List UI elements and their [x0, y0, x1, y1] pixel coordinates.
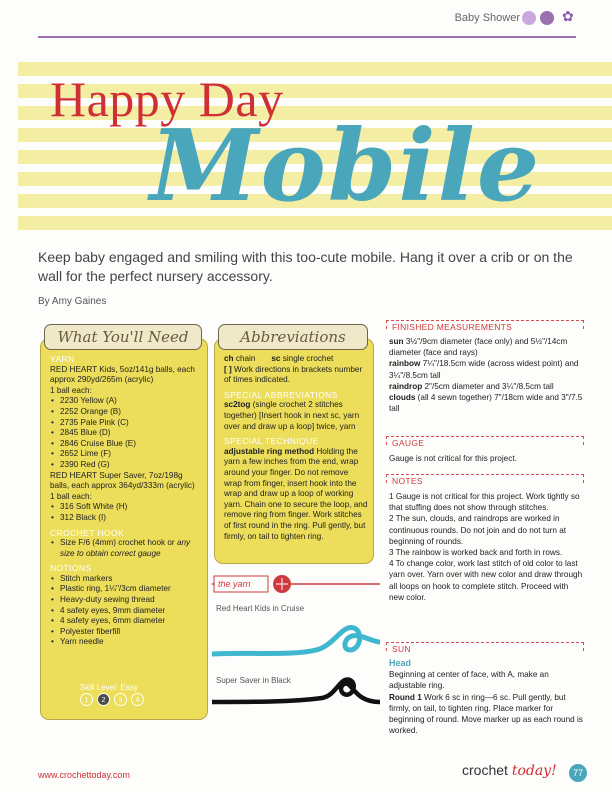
abbrev-term: [ ]	[224, 364, 232, 374]
list-item: • 2845 Blue (D)	[50, 428, 202, 439]
lilac-dot-icon	[522, 11, 536, 25]
round-def: Work 6 sc in ring—6 sc. Pull gently, but firmly, on tail, to tighten ring. Place marker for beginning of round. Move marker up as each round is worked.	[389, 692, 583, 736]
skill-dot: 1	[80, 693, 93, 706]
note-item: 2 The sun, clouds, and raindrops are worked in continuous rounds. Do not join and do not turn at beginning of rounds.	[389, 514, 567, 546]
notions-heading: NOTIONS	[50, 563, 92, 574]
sun-box-frame	[386, 642, 584, 651]
yarn-heading: YARN	[50, 354, 75, 364]
abbrev-content	[224, 354, 368, 542]
list-item: • 4 safety eyes, 6mm diameter	[50, 616, 202, 627]
the-yarn-label: the yarn	[218, 579, 251, 589]
abbrev-def: Work directions in brackets number of times indicated.	[224, 364, 363, 385]
list-item: • 2390 Red (G)	[50, 460, 202, 471]
list-item: • 4 safety eyes, 9mm diameter	[50, 606, 202, 617]
list-item: • 312 Black (I)	[50, 513, 202, 524]
hook-italic: any size to obtain correct gauge	[60, 538, 191, 558]
intro-paragraph: Keep baby engaged and smiling with this too-cute mobile. Hang it over a crib or on the wall for the perfect nursery accessory.	[38, 249, 573, 284]
skill-level-indicator	[80, 693, 144, 706]
footer-logo	[462, 762, 557, 779]
measure-term: clouds	[389, 393, 416, 403]
cruise-yarn-label: Red Heart Kids in Cruise	[216, 604, 305, 613]
sun-subheading: Head	[389, 658, 412, 668]
gauge-heading: GAUGE	[392, 438, 425, 448]
cruise-yarn-strand	[212, 628, 380, 654]
abbrev-row-ch-sc	[224, 354, 368, 365]
note-item: 4 To change color, work last stitch of old color to last yarn over. Yarn over with new color and draw through all loops on hook to complete stitch. Proceed with new color.	[389, 559, 583, 602]
footer-url[interactable]: www.crochettoday.com	[38, 770, 130, 780]
section-label: Baby Shower	[454, 12, 520, 24]
list-item: • 2230 Yellow (A)	[50, 396, 202, 407]
ball-each-2: 1 ball each:	[50, 491, 92, 501]
list-item: • 2846 Cruise Blue (E)	[50, 439, 202, 450]
logo-crochet: crochet	[462, 762, 508, 778]
logo-today: today!	[511, 763, 557, 779]
measure-def: 7¼"/18.5cm wide (across widest point) and 3¼"/8.5cm tall	[389, 359, 579, 380]
round-term: Round 1	[389, 692, 422, 702]
measure-term: sun	[389, 337, 404, 346]
finished-content	[389, 336, 585, 414]
special-abbr-heading: SPECIAL ABBREVIATIONS	[224, 389, 338, 400]
hook-main: Size F/6 (4mm) crochet hook or	[60, 538, 175, 548]
yarn-kids: RED HEART Kids, 5oz/141g balls, each approx 290yd/265m (acrylic)	[50, 364, 195, 385]
sun-content	[389, 658, 585, 736]
list-item: • Yarn needle	[50, 637, 202, 648]
abbrev-tab: Abbreviations	[218, 324, 368, 350]
measure-def: 3½"/9cm diameter (face only) and 5½"/14cm diameter (face and rays)	[389, 337, 568, 358]
measure-def: 2"/5cm diameter and 3¼"/8.5cm tall	[424, 381, 554, 391]
measure-rainbow	[389, 358, 585, 380]
needs-content	[50, 354, 202, 648]
hook-heading: CROCHET HOOK	[50, 527, 125, 538]
list-item: • Heavy-duty sewing thread	[50, 595, 202, 606]
measure-clouds	[389, 392, 585, 414]
measure-raindrop	[389, 381, 585, 392]
black-yarn-label: Super Saver in Black	[216, 676, 291, 685]
yarn-samples-art	[212, 572, 380, 712]
special-tech-heading: SPECIAL TECHNIQUE	[224, 436, 319, 447]
skill-dot: 3	[114, 693, 127, 706]
measure-term: raindrop	[389, 381, 423, 391]
title-line1: Happy Day	[50, 71, 284, 127]
abbrev-def: single crochet	[282, 354, 334, 363]
abbrev-row-bracket	[224, 365, 368, 386]
flower-icon: ✿	[562, 8, 574, 24]
gauge-text: Gauge is not critical for this project.	[389, 454, 517, 463]
list-item: • 2735 Pale Pink (C)	[50, 418, 202, 429]
skill-label: Skill Level: Easy	[79, 683, 139, 692]
yarn-saver: RED HEART Super Saver, 7oz/198g balls, each approx 364yd/333m (acrylic)	[50, 470, 195, 491]
skill-dot-active: 2	[97, 693, 110, 706]
hook-item	[50, 538, 202, 559]
note-item: 1 Gauge is not critical for this project. Work tightly so that stuffing does not show through stitches.	[389, 492, 580, 513]
abbrev-row-sc2tog	[224, 400, 368, 432]
abbrev-term: sc	[271, 354, 281, 363]
page-number: 77	[569, 764, 587, 782]
skill-dot: 4	[131, 693, 144, 706]
sun-heading: SUN	[392, 644, 411, 654]
list-item: • 2252 Orange (B)	[50, 407, 202, 418]
note-item: 3 The rainbow is worked back and forth in rows.	[389, 548, 563, 558]
list-item: • Stitch markers	[50, 574, 202, 585]
sun-round1	[389, 692, 585, 737]
list-item: • 316 Soft White (H)	[50, 502, 202, 513]
notes-content	[389, 491, 585, 603]
list-item: • 2652 Lime (F)	[50, 449, 202, 460]
notes-heading: NOTES	[392, 476, 423, 486]
header-rule	[38, 36, 576, 38]
list-item: • Polyester fiberfill	[50, 627, 202, 638]
title-line2: Mobile	[150, 109, 542, 224]
byline: By Amy Gaines	[38, 296, 107, 307]
abbrev-def: chain	[235, 354, 256, 363]
measure-sun	[389, 336, 585, 358]
measure-term: rainbow	[389, 359, 421, 369]
abbrev-def: (single crochet 2 stitches together) [Insert hook in next sc, yarn over and draw up a loop] twice, yarn	[224, 400, 360, 431]
abbrev-row-ring	[224, 447, 368, 542]
ball-each-1: 1 ball each:	[50, 385, 92, 395]
needs-tab: What You'll Need	[44, 324, 202, 350]
abbrev-term: ch	[224, 354, 234, 363]
purple-dot-icon	[540, 11, 554, 25]
sun-para: Beginning at center of face, with A, make an adjustable ring.	[389, 670, 549, 691]
abbrev-term: adjustable ring method	[224, 446, 315, 456]
list-item: • Plastic ring, 1¼"/3cm diameter	[50, 584, 202, 595]
abbrev-def: Holding the yarn a few inches from the end, wrap around your finger. Do not remove wrap from finger, insert hook into the wrap and draw up a loop of working yarn. Chain one to secure the loop, and remove ring from finger. Work stitches of first round in the ring. Pull gently, but firmly, on tail to tighten ring.	[224, 446, 368, 541]
abbrev-term: sc2tog	[224, 400, 251, 410]
measure-def: (all 4 sewn together) 7"/18cm wide and 3"/7.5 tall	[389, 393, 583, 414]
finished-heading: FINISHED MEASUREMENTS	[392, 322, 513, 332]
